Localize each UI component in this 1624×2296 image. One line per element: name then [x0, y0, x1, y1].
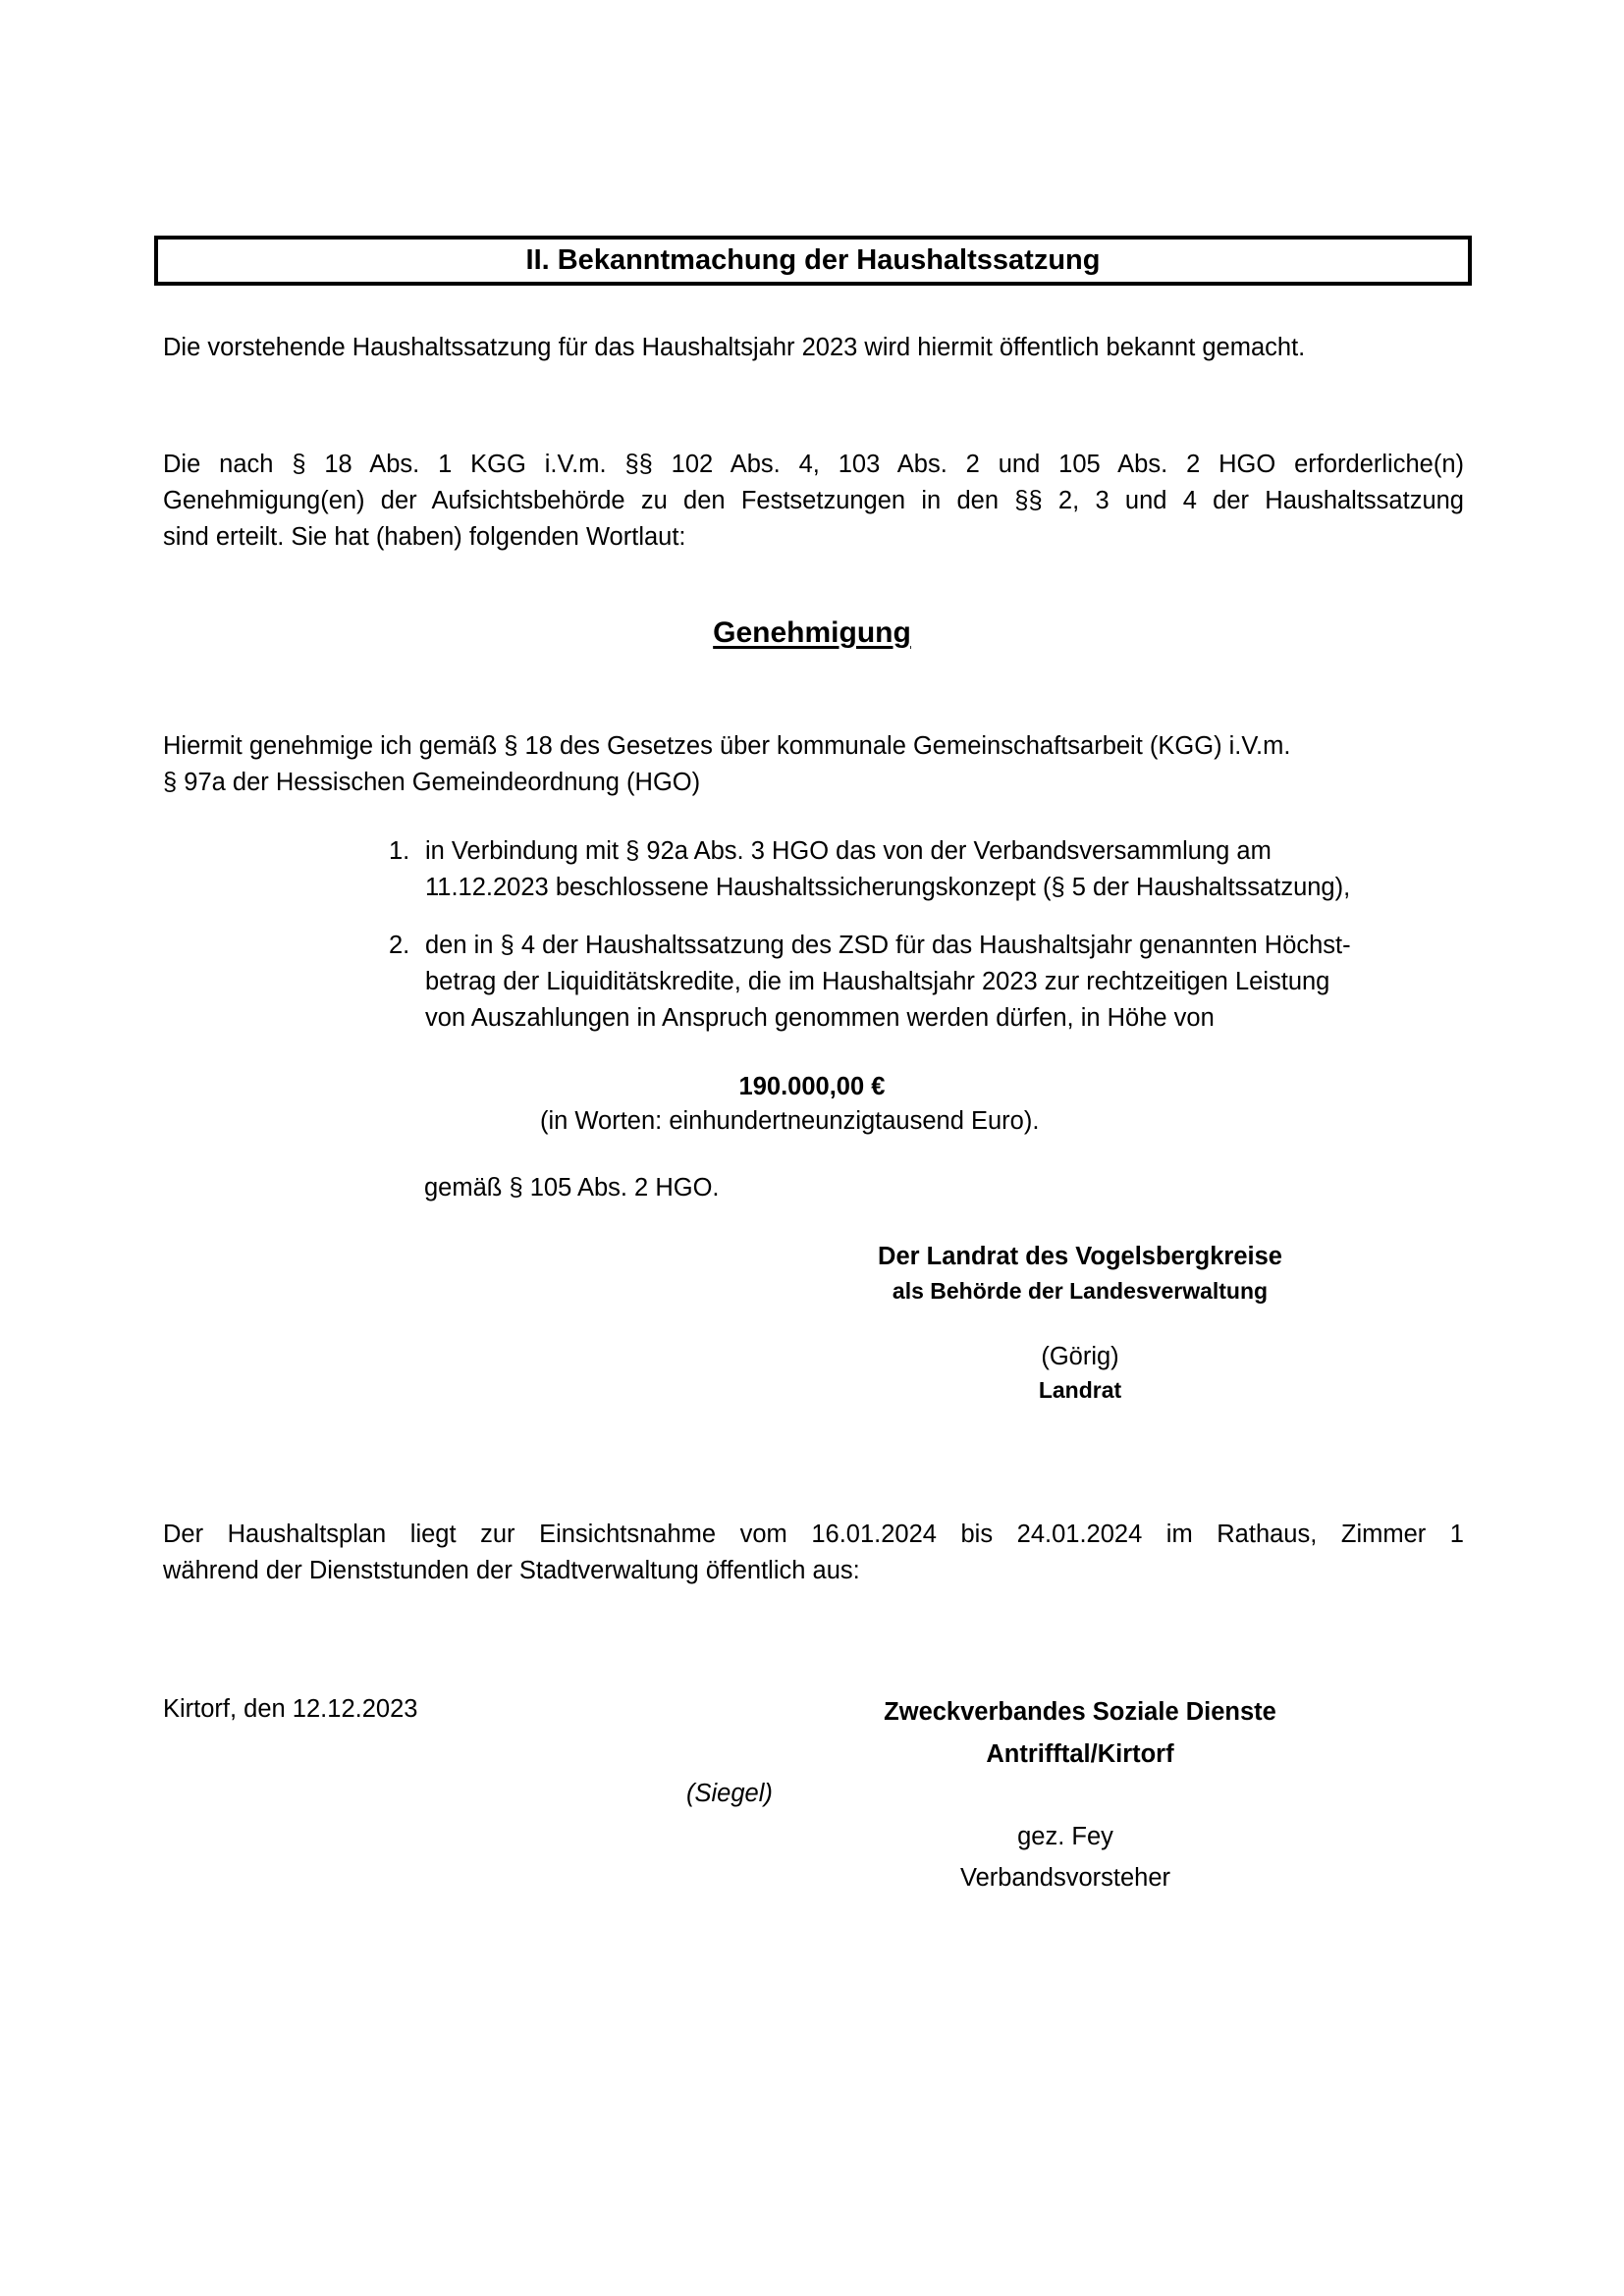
intro-text: Die vorstehende Haushaltssatzung für das Haushaltsjahr 2023 wird hiermit öffentlich bekannt gemacht.: [163, 334, 1306, 361]
approval-note: [163, 447, 1464, 556]
approval-list: [389, 833, 1469, 1037]
signer-role: Verbandsvorsteher: [959, 1864, 1171, 1892]
authority-block: [805, 1239, 1355, 1307]
list-item: [389, 928, 1469, 1037]
inspection-note: [163, 1517, 1464, 1589]
list-item-line: den in § 4 der Haushaltssatzung des ZSD für das Haushaltsjahr genannten Höchst-: [425, 932, 1351, 959]
signer-title: Landrat: [1038, 1377, 1122, 1403]
list-item-line: 11.12.2023 beschlossene Haushaltssicherungskonzept (§ 5 der Haushaltssatzung),: [425, 874, 1351, 901]
approval-note-line: Genehmigung(en) der Aufsichtsbehörde zu den Festsetzungen in den §§ 2, 3 und 4 der Haushaltssatzung: [163, 487, 1464, 514]
authority-role: als Behörde der Landesverwaltung: [892, 1278, 1269, 1304]
list-item-line: betrag der Liquiditätskredite, die im Haushaltsjahr 2023 zur rechtzeitigen Leistung: [425, 968, 1330, 995]
list-item-number: 1.: [389, 837, 410, 865]
genehmigung-intro-line: Hiermit genehmige ich gemäß § 18 des Gesetzes über kommunale Gemeinschaftsarbeit (KGG) i.V.m.: [163, 732, 1291, 760]
association-location: Antrifftal/Kirtorf: [986, 1740, 1174, 1768]
credit-amount-words: (in Worten: einhundertneunzigtausend Euro).: [540, 1107, 1040, 1135]
footer-signer: [854, 1816, 1276, 1898]
place-date: Kirtorf, den 12.12.2023: [163, 1695, 418, 1723]
seal-placeholder: (Siegel): [686, 1780, 773, 1807]
signer-name: (Görig): [1041, 1343, 1119, 1370]
page-title: II. Bekanntmachung der Haushaltssatzung: [154, 236, 1472, 286]
approval-note-line: Die nach § 18 Abs. 1 KGG i.V.m. §§ 102 Abs. 4, 103 Abs. 2 und 105 Abs. 2 HGO erforderliche(n): [163, 451, 1464, 478]
signature-text: gez. Fey: [1017, 1823, 1113, 1850]
association-name: Zweckverbandes Soziale Dienste: [884, 1698, 1276, 1726]
approval-note-line: sind erteilt. Sie hat (haben) folgenden Wortlaut:: [163, 523, 686, 551]
inspection-line: während der Dienststunden der Stadtverwaltung öffentlich aus:: [163, 1557, 860, 1584]
list-item-number: 2.: [389, 932, 410, 959]
inspection-line: Der Haushaltsplan liegt zur Einsichtsnahme vom 16.01.2024 bis 24.01.2024 im Rathaus, Zimmer 1: [163, 1521, 1464, 1548]
list-item-line: in Verbindung mit § 92a Abs. 3 HGO das von der Verbandsversammlung am: [425, 837, 1272, 865]
association-block: [805, 1691, 1355, 1776]
genehmigung-intro: [163, 728, 1464, 801]
list-item-line: von Auszahlungen in Anspruch genommen werden dürfen, in Höhe von: [425, 1004, 1215, 1032]
list-item: [389, 833, 1469, 906]
authority-name: Der Landrat des Vogelsbergkreise: [878, 1243, 1282, 1270]
genehmigung-heading: Genehmigung: [713, 616, 911, 649]
legal-basis: gemäß § 105 Abs. 2 HGO.: [424, 1174, 720, 1201]
authority-signer: [903, 1339, 1257, 1405]
credit-amount: 190.000,00 €: [738, 1073, 886, 1100]
genehmigung-intro-line: § 97a der Hessischen Gemeindeordnung (HGO): [163, 769, 701, 796]
